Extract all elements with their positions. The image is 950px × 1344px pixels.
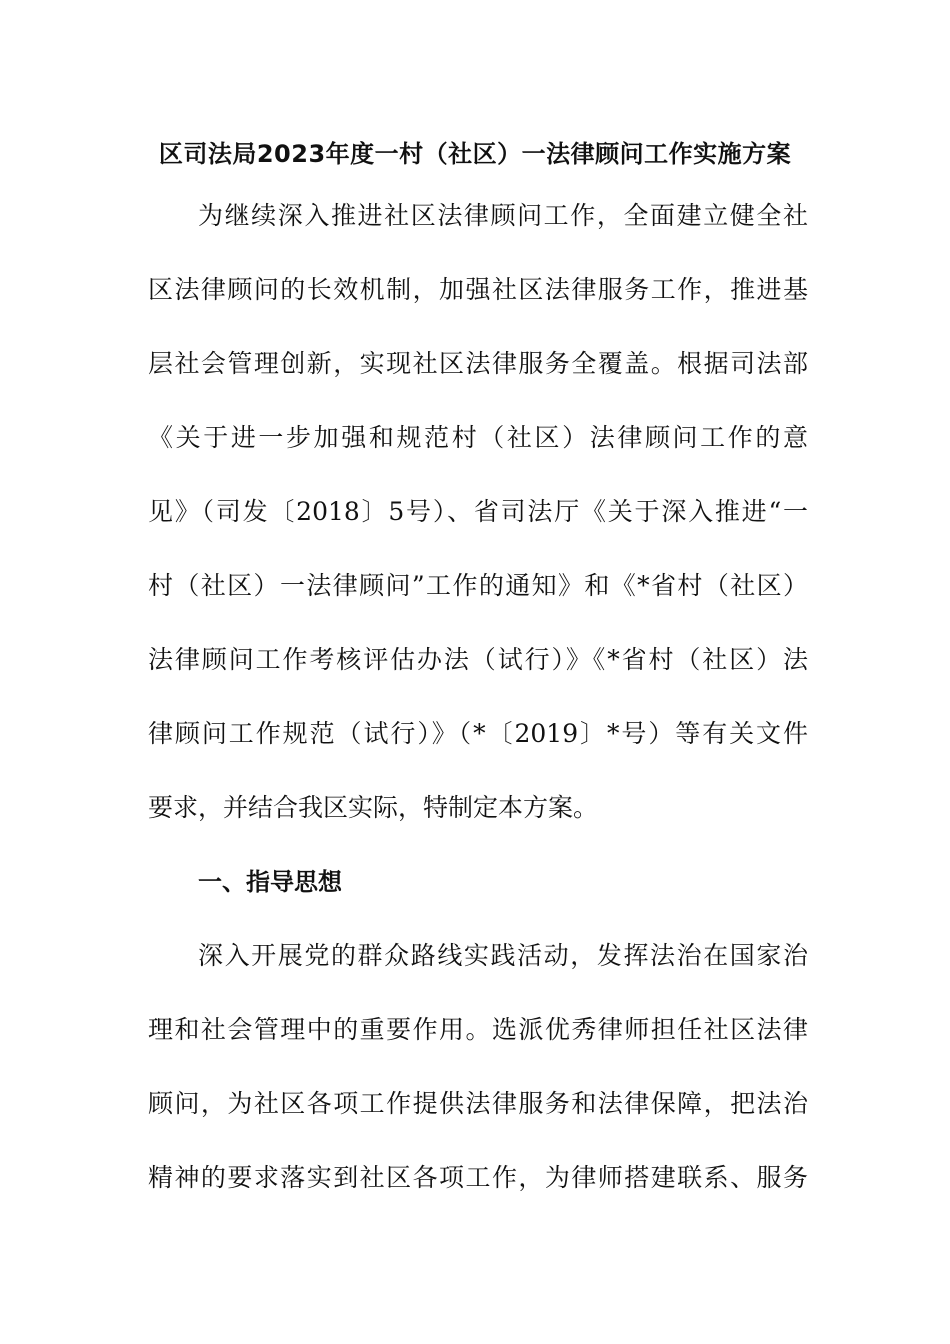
paragraph-line: 为继续深入推进社区法律顾问工作，全面建立健全社 xyxy=(198,201,808,230)
paragraph-line: 深入开展党的群众路线实践活动，发挥法治在国家治 xyxy=(198,941,808,970)
paragraph-line: 顾问，为社区各项工作提供法律服务和法律保障，把法治 xyxy=(148,1089,808,1118)
paragraph-line: 《关于进一步加强和规范村（社区）法律顾问工作的意 xyxy=(148,423,808,452)
paragraph-line: 理和社会管理中的重要作用。选派优秀律师担任社区法律 xyxy=(148,1015,808,1044)
paragraph-line: 律顾问工作规范（试行）》（*〔2019〕*号）等有关文件 xyxy=(148,719,808,748)
paragraph-line: 法律顾问工作考核评估办法（试行）》《*省村（社区）法 xyxy=(148,645,808,674)
paragraph-line: 村（社区）一法律顾问”工作的通知》和《*省村（社区） xyxy=(148,571,808,600)
paragraph-line: 层社会管理创新，实现社区法律服务全覆盖。根据司法部 xyxy=(148,349,808,378)
paragraph-line: 精神的要求落实到社区各项工作，为律师搭建联系、服务 xyxy=(148,1163,808,1192)
section-heading: 一、指导思想 xyxy=(198,868,342,896)
paragraph-line: 见》（司发〔2018〕5号）、省司法厅《关于深入推进“一 xyxy=(148,497,808,526)
document-title: 区司法局2023年度一村（社区）一法律顾问工作实施方案 xyxy=(158,140,792,168)
paragraph-line: 要求，并结合我区实际，特制定本方案。 xyxy=(148,793,599,822)
paragraph-line: 区法律顾问的长效机制，加强社区法律服务工作，推进基 xyxy=(148,275,808,304)
